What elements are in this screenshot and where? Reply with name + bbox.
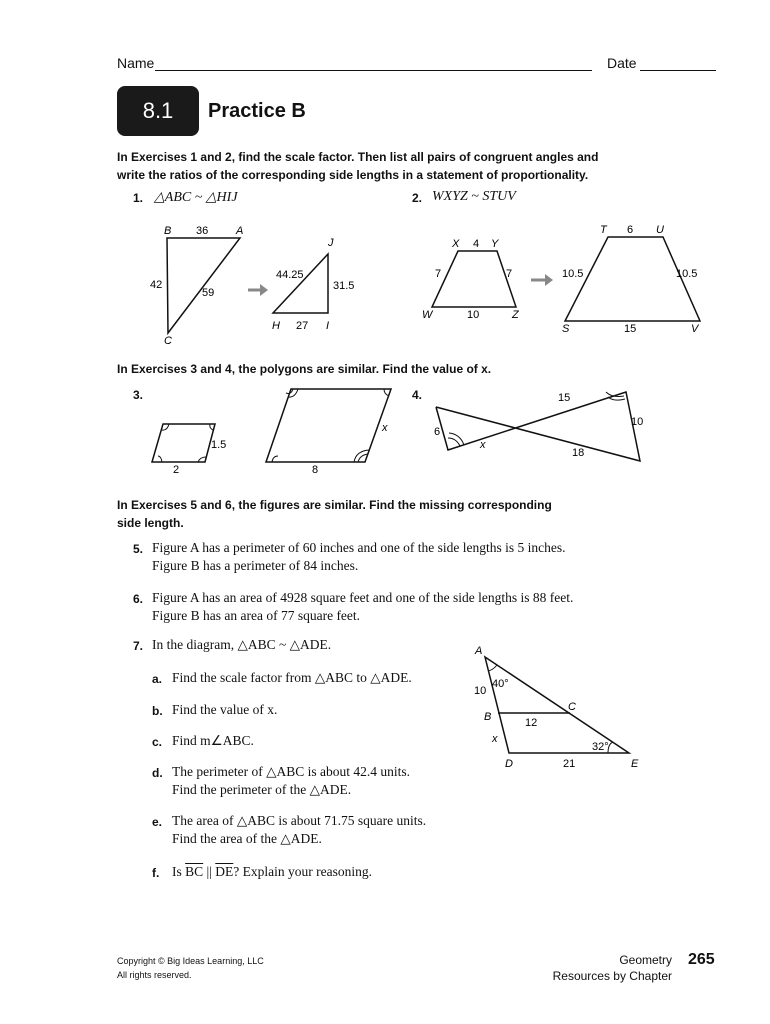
- arrow-icon: [545, 274, 553, 286]
- vertex-y: Y: [491, 238, 499, 250]
- arrow-icon: [260, 284, 268, 296]
- label-15: 15: [624, 323, 637, 335]
- ex7d-line1: The perimeter of △ABC is about 42.4 units.: [172, 764, 410, 779]
- ex2-number: 2.: [412, 191, 423, 205]
- ex7e-label: e.: [152, 815, 163, 829]
- label-31-5: 31.5: [333, 280, 355, 292]
- page-title: Practice B: [208, 100, 306, 122]
- book-title: Geometry: [619, 953, 672, 967]
- ex7f-label: f.: [152, 866, 160, 880]
- vertex-c: C: [568, 701, 576, 713]
- ex7c-text: Find m∠ABC.: [172, 733, 254, 748]
- label-6: 6: [627, 224, 634, 236]
- instructions-5-6-line1: In Exercises 5 and 6, the figures are similar. Find the missing corresponding: [117, 498, 552, 512]
- instructions-5-6: [117, 496, 552, 532]
- figure-3: [140, 380, 400, 480]
- ex7f-rest: ? Explain your reasoning.: [233, 864, 373, 879]
- segment-de: $\overline{DE}$: [215, 864, 234, 879]
- label-59: 59: [202, 287, 215, 299]
- vertex-a: A: [236, 225, 244, 237]
- ex6-text: [152, 589, 573, 625]
- label-10: 10: [467, 309, 480, 321]
- instructions-1-2-line2: write the ratios of the corresponding side lengths in a statement of proportionality.: [117, 168, 589, 182]
- bowtie-triangles: [436, 392, 640, 461]
- angle-mark: [272, 456, 278, 462]
- triangle-abc: [167, 238, 240, 333]
- ex7d-label: d.: [152, 766, 163, 780]
- vertex-b: B: [484, 711, 492, 723]
- instructions-3-4: In Exercises 3 and 4, the polygons are similar. Find the value of x.: [117, 362, 492, 376]
- ex7-number: 7.: [133, 639, 144, 653]
- label-44-25: 44.25: [276, 269, 304, 281]
- figure-2: [415, 218, 715, 338]
- ex7d-line2: Find the perimeter of the △ADE.: [172, 782, 352, 797]
- angle-mark: [210, 424, 213, 430]
- label-7-right: 7: [506, 268, 513, 280]
- ex7e-line2: Find the area of the △ADE.: [172, 831, 322, 846]
- angle-mark: [449, 433, 464, 445]
- figure-1: [140, 218, 380, 348]
- ex6-line2: Figure B has an area of 77 square feet.: [152, 608, 361, 623]
- segment-bc: $\overline{BC}$: [185, 864, 204, 879]
- vertex-j: J: [328, 237, 334, 249]
- ex7a-label: a.: [152, 672, 163, 686]
- page-number: 265: [688, 951, 715, 968]
- ex7a-text: Find the scale factor from △ABC to △ADE.: [172, 670, 412, 685]
- vertex-x: X: [452, 238, 460, 250]
- ex7c-label: c.: [152, 735, 163, 749]
- label-angle-a: 40°: [492, 678, 509, 690]
- date-label: Date: [607, 55, 637, 71]
- triangle-ade: [485, 657, 629, 753]
- footer-copyright: [117, 954, 264, 982]
- instructions-1-2: [117, 148, 598, 184]
- label-42: 42: [150, 279, 163, 291]
- vertex-c: C: [164, 335, 172, 347]
- vertex-w: W: [422, 309, 433, 321]
- angle-mark: [488, 665, 497, 671]
- instructions-1-2-line1: In Exercises 1 and 2, find the scale factor. Then list all pairs of congruent angles and: [117, 150, 599, 164]
- label-angle-e: 32°: [592, 741, 609, 753]
- angle-mark: [448, 438, 460, 446]
- angle-mark: [608, 742, 613, 753]
- label-8: 8: [312, 464, 319, 476]
- ex7e-text: [172, 812, 426, 848]
- trapezoid-wxyz: [432, 251, 516, 307]
- label-x: x: [382, 422, 388, 434]
- label-15: 15: [558, 392, 571, 404]
- ex7b-text: Find the value of x.: [172, 702, 278, 717]
- figure-4: [430, 380, 650, 470]
- label-12: 12: [525, 717, 538, 729]
- label-18: 18: [572, 447, 585, 459]
- ex4-number: 4.: [412, 388, 423, 402]
- small-parallelogram: [152, 424, 215, 462]
- label-21: 21: [563, 758, 576, 770]
- ex6-line1: Figure A has an area of 4928 square feet and one of the side lengths is 88 feet.: [152, 590, 574, 605]
- copyright-text: Copyright © Big Ideas Learning, LLC: [117, 956, 264, 966]
- ex7f-is: Is: [172, 864, 182, 879]
- ex6-number: 6.: [133, 592, 144, 606]
- ex2-statement: WXYZ ~ STUV: [432, 189, 516, 204]
- label-10: 10: [631, 416, 644, 428]
- name-field[interactable]: [155, 56, 592, 71]
- label-2: 2: [173, 464, 180, 476]
- vertex-e: E: [631, 758, 639, 770]
- triangle-hij: [273, 254, 328, 313]
- section-number: 8.1: [117, 86, 199, 136]
- date-field[interactable]: [640, 56, 716, 71]
- angle-mark: [158, 456, 162, 462]
- vertex-a: A: [475, 645, 483, 657]
- footer-book: [553, 952, 672, 984]
- vertex-s: S: [562, 323, 570, 335]
- large-parallelogram: [266, 389, 391, 462]
- figure-7: [465, 640, 645, 780]
- label-7-left: 7: [435, 268, 442, 280]
- ex7b-label: b.: [152, 704, 163, 718]
- ex5-line2: Figure B has a perimeter of 84 inches.: [152, 558, 359, 573]
- ex7f-text: [172, 863, 372, 881]
- label-6: 6: [434, 426, 441, 438]
- ex5-number: 5.: [133, 542, 144, 556]
- label-27: 27: [296, 320, 309, 332]
- ex3-number: 3.: [133, 388, 144, 402]
- vertex-t: T: [600, 224, 607, 236]
- label-10-5-right: 10.5: [676, 268, 698, 280]
- label-1-5: 1.5: [211, 439, 227, 451]
- ex7-text: In the diagram, △ABC ~ △ADE.: [152, 637, 332, 652]
- ex5-line1: Figure A has a perimeter of 60 inches and one of the side lengths is 5 inches.: [152, 540, 566, 555]
- instructions-5-6-line2: side length.: [117, 516, 184, 530]
- label-36: 36: [196, 225, 209, 237]
- vertex-v: V: [691, 323, 699, 335]
- label-x: x: [492, 733, 498, 745]
- vertex-b: B: [164, 225, 172, 237]
- label-10-5-left: 10.5: [562, 268, 584, 280]
- ex5-text: [152, 539, 566, 575]
- label-x: x: [480, 439, 486, 451]
- vertex-d: D: [505, 758, 513, 770]
- vertex-u: U: [656, 224, 664, 236]
- label-4: 4: [473, 238, 480, 250]
- label-10: 10: [474, 685, 487, 697]
- vertex-i: I: [326, 320, 330, 332]
- vertex-h: H: [272, 320, 280, 332]
- ex7e-line1: The area of △ABC is about 71.75 square units.: [172, 813, 427, 828]
- ex1-statement: △ABC ~ △HIJ: [154, 190, 238, 205]
- ex7d-text: [172, 763, 410, 799]
- name-label: Name: [117, 55, 155, 71]
- vertex-z: Z: [512, 309, 519, 321]
- resources-text: Resources by Chapter: [552, 969, 672, 983]
- ex1-number: 1.: [133, 191, 144, 205]
- rights-text: All rights reserved.: [117, 970, 192, 980]
- parallel-symbol: ||: [206, 864, 212, 879]
